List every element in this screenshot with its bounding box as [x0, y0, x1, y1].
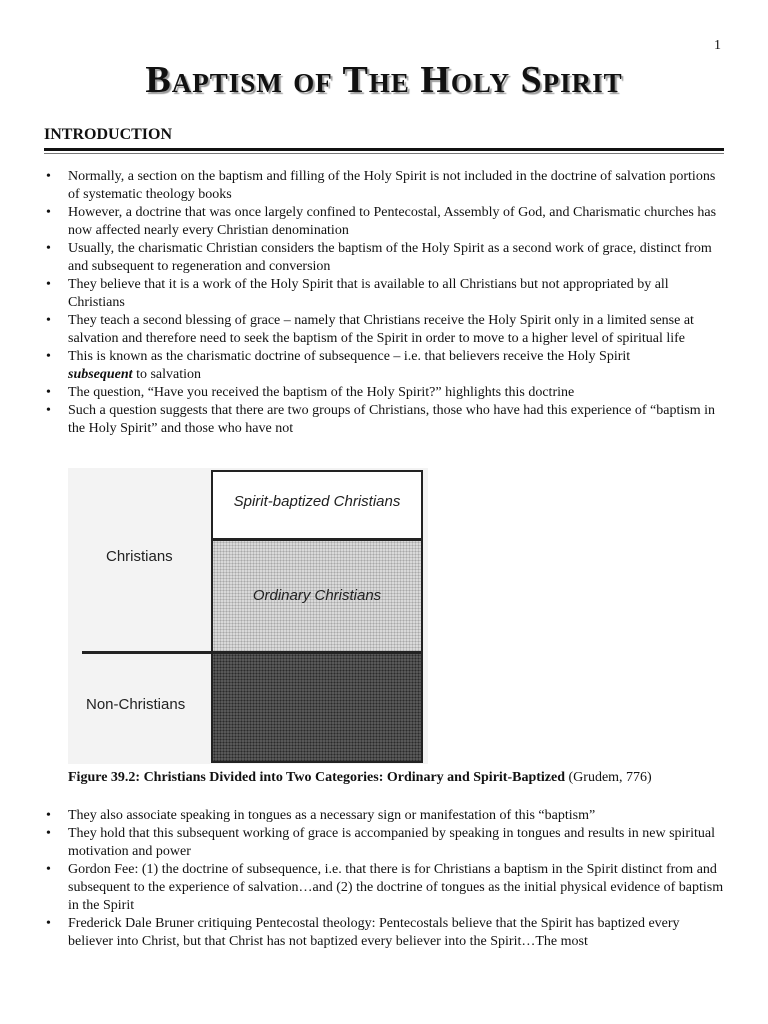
bullet-icon: • [46, 826, 51, 841]
bullet-icon: • [46, 808, 51, 823]
list-item: • Normally, a section on the baptism and filling of the Holy Spirit is not included in the doctrine of salvation portions of systematic theology books [46, 169, 716, 202]
list-item: • Such a question suggests that there are two groups of Christians, those who have had this experience of “baptism in the Holy Spirit” and those who have not [46, 403, 715, 436]
christians-label: Christians [106, 548, 173, 565]
bullet-icon: • [46, 403, 51, 418]
bullet-icon: • [46, 313, 51, 328]
list-item: • This is known as the charismatic doctrine of subsequence – i.e. that believers receive the Holy Spirit subsequent to salvation [46, 349, 631, 382]
ordinary-christians-label: Ordinary Christians [252, 587, 382, 604]
non-christians-label: Non-Christians [86, 696, 186, 713]
bullet-icon: • [46, 205, 51, 220]
bullet-icon: • [46, 916, 51, 931]
section-heading: INTRODUCTION [44, 126, 724, 151]
document-title: Baptism of The Holy Spirit [145, 59, 623, 101]
bullet-list-intro [44, 168, 726, 438]
figure-caption: Figure 39.2: Christians Divided into Two Categories: Ordinary and Spirit-Baptized (Grudem, 776) [68, 770, 652, 785]
bullet-icon: • [46, 241, 51, 256]
divider-line [82, 651, 212, 654]
list-item: • Usually, the charismatic Christian considers the baptism of the Holy Spirit as a second work of grace, distinct from and subsequent to regeneration and conversion [46, 241, 712, 274]
list-item: • They also associate speaking in tongues as a necessary sign or manifestation of this “baptism” [46, 808, 596, 823]
list-item: • They believe that it is a work of the Holy Spirit that is available to all Christians but not appropriated by all Christians [46, 277, 669, 310]
list-item: • Frederick Dale Bruner critiquing Pentecostal theology: Pentecostals believe that the Spirit has baptized every believer into Christ, but that Christ has not baptized every believer into the Spirit…The most [46, 916, 680, 949]
emphasis-subsequent: subsequent [68, 367, 133, 382]
list-item: • Gordon Fee: (1) the doctrine of subsequence, i.e. that there is for Christians a baptism in the Spirit distinct from and subsequent to the experience of salvation…and (2) the doctrine of tongues as the initial physical evidence of baptism in the Spirit [46, 862, 724, 913]
list-item: • However, a doctrine that was once largely confined to Pentecostal, Assembly of God, and Charismatic churches has now affected nearly every Christian denomination [46, 205, 717, 238]
list-item: • They hold that this subsequent working of grace is accompanied by speaking in tongues and results in new spiritual motivation and power [46, 826, 715, 859]
bullet-icon: • [46, 862, 51, 877]
page-number: 1 [714, 38, 721, 53]
bullet-list-tongues [44, 807, 726, 951]
bullet-icon: • [46, 385, 51, 400]
bullet-icon: • [46, 277, 51, 292]
non-christians-box [211, 651, 423, 763]
bullet-icon: • [46, 169, 51, 184]
list-item: • The question, “Have you received the baptism of the Holy Spirit?” highlights this doctrine [46, 385, 575, 400]
bullet-icon: • [46, 349, 51, 364]
list-item: • They teach a second blessing of grace – namely that Christians receive the Holy Spirit only in a limited sense at salvation and therefore need to seek the baptism of the Spirit in order to move to a higher level of spiritual life [46, 313, 694, 346]
figure-diagram [68, 468, 428, 764]
spirit-baptized-label: Spirit-baptized Christians [233, 493, 401, 510]
